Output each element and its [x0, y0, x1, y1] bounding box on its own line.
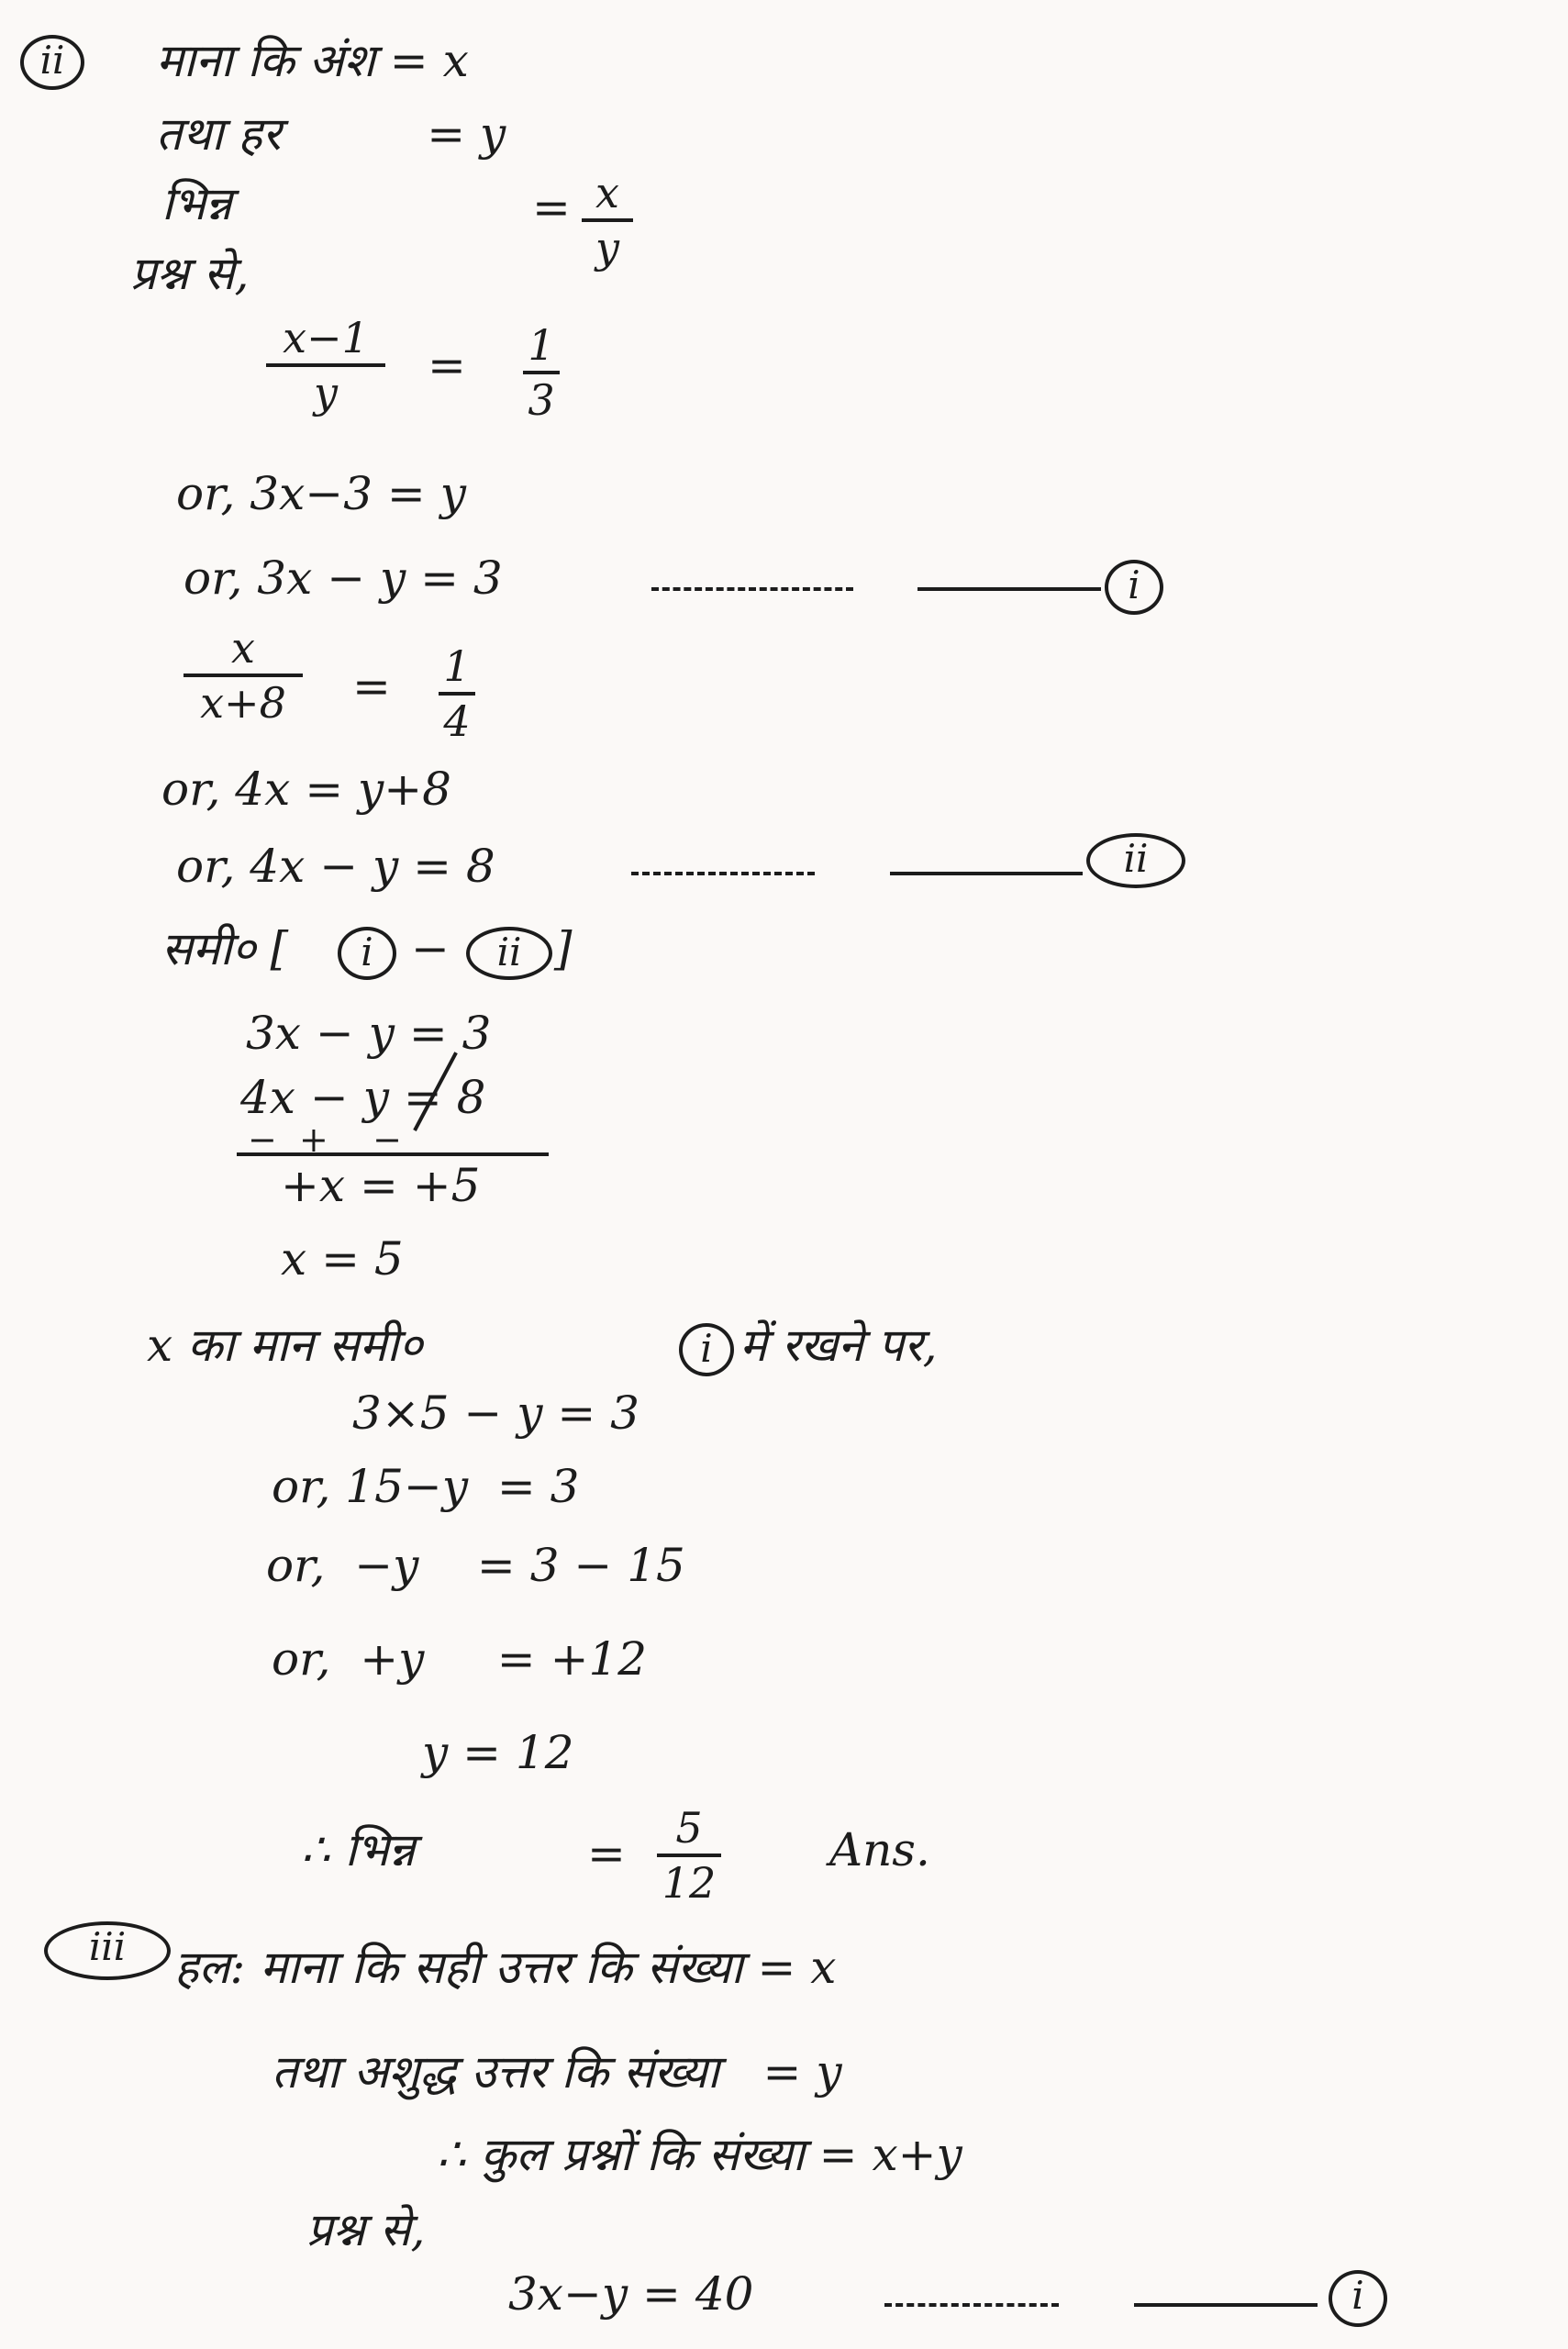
part-ii-marker: ii — [20, 35, 84, 90]
answer-tag: Ans. — [829, 1823, 930, 1876]
substitute-eq-marker: i — [679, 1323, 734, 1376]
subtract-minus: − — [411, 922, 450, 975]
let-denominator: तथा हर = y — [156, 107, 506, 161]
y-value: y = 12 — [422, 1726, 574, 1779]
solution-line-3: ∴ कुल प्रश्नों कि संख्या = x+y — [437, 2128, 962, 2181]
fraction-bar — [183, 674, 303, 677]
solution-line-2: तथा अशुद्ध उत्तर कि संख्या = y — [272, 2045, 842, 2099]
answer-fraction — [657, 1804, 721, 1907]
condition-2-rhs-den: 4 — [443, 696, 471, 746]
condition-2-numerator: x — [231, 623, 255, 673]
equation-2-marker: ii — [1086, 833, 1185, 888]
equation-1-iii-marker: i — [1329, 2270, 1387, 2327]
condition-2-rhs — [439, 642, 475, 745]
subtract-eq-ii-marker: ii — [466, 927, 552, 980]
fraction-bar — [523, 371, 560, 374]
substitute-text: x का मान समी० — [147, 1319, 423, 1372]
fraction-bar — [657, 1854, 721, 1857]
let-numerator: माना कि अंश = x — [156, 34, 469, 87]
step-1: or, 3x−3 = y — [176, 467, 466, 520]
substitution-step-4: or, +y = +12 — [272, 1632, 648, 1686]
condition-2-eq: = — [352, 660, 391, 713]
answer-eq: = — [587, 1827, 626, 1880]
subtraction-result: +x = +5 — [281, 1159, 481, 1212]
fraction-num: x — [595, 168, 619, 217]
equation-1-iii: 3x−y = 40 — [508, 2267, 754, 2321]
substitution-step-3: or, −y = 3 − 15 — [266, 1539, 685, 1592]
condition-2-denominator: x+8 — [200, 678, 286, 728]
substitution-step-1: 3×5 − y = 3 — [352, 1386, 639, 1440]
equation-leader-line — [917, 587, 1101, 591]
solution-line-1: हल: माना कि सही उत्तर कि संख्या = x — [174, 1941, 837, 1994]
fraction-label: भिन्न — [161, 177, 232, 230]
equation-1-marker: i — [1105, 560, 1163, 615]
subtraction-line-2: 4x − y = 8 — [240, 1071, 486, 1124]
condition-1-numerator: x−1 — [283, 313, 369, 362]
x-value: x = 5 — [281, 1232, 404, 1286]
dashed-leader — [631, 872, 815, 875]
answer-label: ∴ भिन्न — [301, 1823, 416, 1876]
answer-denominator: 12 — [662, 1858, 717, 1908]
fraction-bar — [266, 363, 385, 367]
answer-numerator: 5 — [675, 1803, 703, 1853]
dashed-leader — [651, 587, 853, 591]
fraction-den: y — [595, 223, 619, 273]
condition-1-denominator: y — [314, 368, 338, 417]
step-2: or, 3x − y = 3 — [183, 551, 503, 605]
condition-1-lhs — [266, 314, 385, 417]
fraction-eq: = — [532, 181, 571, 234]
equation-leader-line — [1134, 2303, 1318, 2307]
condition-2-rhs-num: 1 — [443, 641, 471, 691]
equation-leader-line — [890, 872, 1083, 875]
from-question-label: प्रश्न से, — [130, 247, 250, 300]
condition-2-lhs — [183, 624, 303, 727]
subtraction-signs: − + − — [248, 1119, 402, 1160]
condition-1-rhs-den: 3 — [528, 375, 555, 425]
subtract-label: समी० [ — [161, 922, 289, 975]
condition-1-rhs-num: 1 — [528, 320, 555, 370]
step-4: or, 4x − y = 8 — [176, 840, 495, 893]
part-iii-marker: iii — [44, 1921, 171, 1980]
subtraction-line-1: 3x − y = 3 — [246, 1007, 492, 1060]
condition-1-eq: = — [428, 339, 466, 392]
subtraction-rule — [237, 1152, 549, 1156]
substitution-step-2: or, 15−y = 3 — [272, 1460, 580, 1513]
substitute-text-end: में रखने पर, — [740, 1319, 938, 1372]
from-question-label-iii: प्रश्न से, — [306, 2203, 426, 2256]
subtract-eq-i-marker: i — [338, 927, 396, 980]
dashed-leader — [884, 2303, 1059, 2307]
fraction-bar — [439, 692, 475, 696]
fraction-definition — [582, 169, 633, 272]
fraction-bar — [582, 218, 633, 222]
step-3: or, 4x = y+8 — [161, 763, 451, 816]
condition-1-rhs — [523, 321, 560, 424]
subtract-close: ] — [554, 922, 573, 975]
